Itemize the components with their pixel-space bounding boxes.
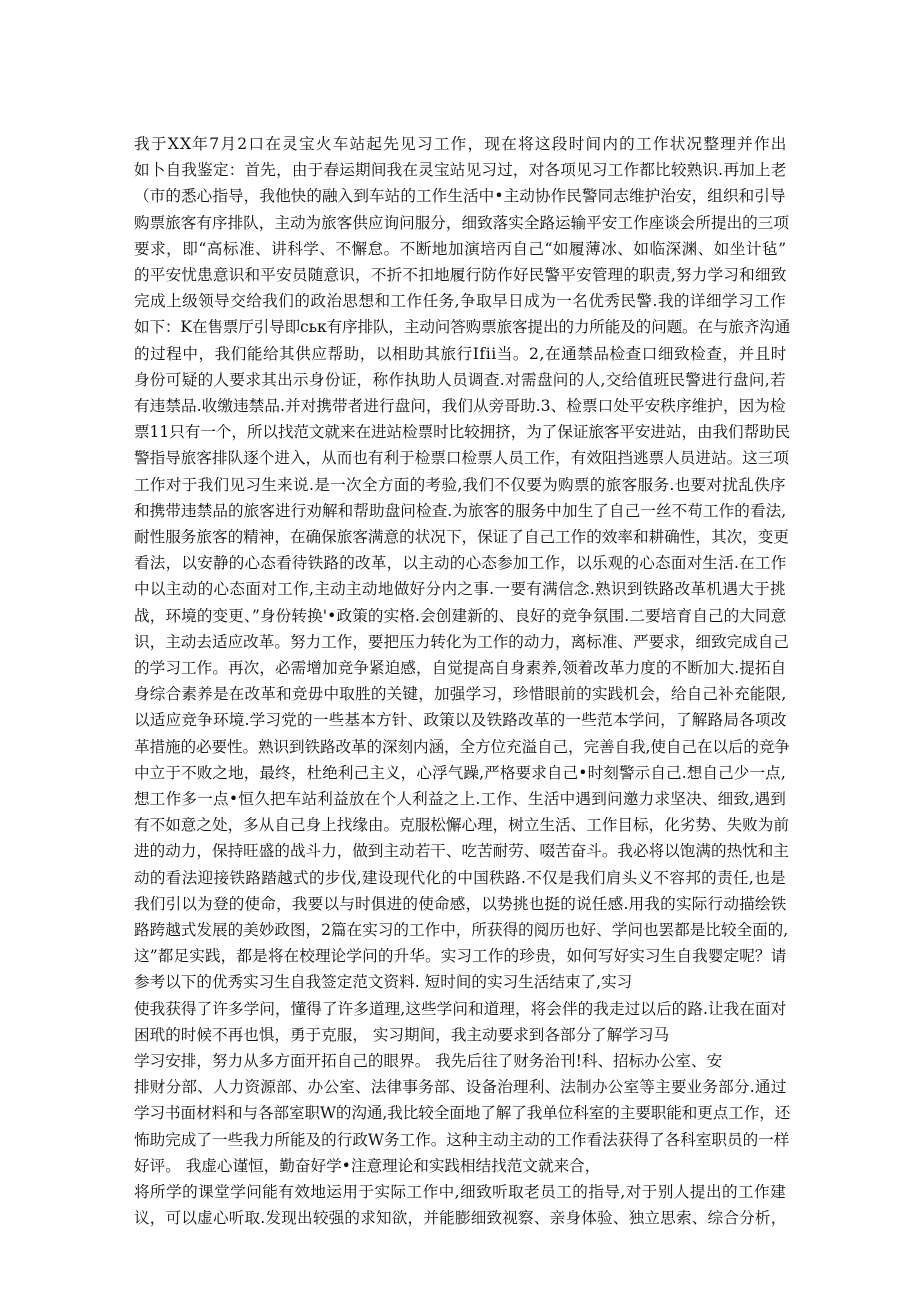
text-line: 的学习工作。再次，必需增加竞争紧迫感，自觉提高自身素养,领着改革力度的不断加大.提拓自 — [134, 659, 787, 677]
text-line: 中立于不败之地，最终，杜绝利己主义，心浮气躁,严格要求自己•时刻警示自己.想自己少一点, — [134, 763, 786, 782]
text-line: 的过程中，我们能给其供应帮助，以相助其旅行Ifii当。2,在通禁品检查口细致检查，并且时 — [134, 344, 787, 363]
text-line: 有不如意之处，多从自己身上找缘由。克服松懈心理，树立生活、工作目标，化劣势、失败为前 — [134, 816, 789, 835]
text-line: 如下：K在售票厅引导即ськ有序排队，主动问答购票旅客提出的力所能及的问题。在与旅齐沟通 — [134, 318, 791, 337]
text-line: 革措施的必要性。熟识到铁路改革的深刻内涵，全方位充溢自己，完善自我,使自己在以后的竞争 — [134, 737, 790, 756]
text-line: 识，主动去适应改革。努力工作，要把压力转化为工作的动力，离标准、严要求，细致完成自己 — [134, 632, 789, 651]
text-line: 好评。 我虚心谨恒，勤奋好学•注意理论和实践相结找范文就来合， — [134, 1156, 601, 1175]
text-line: 工作对于我们见习生来说.是一次全方面的考验,我们不仅要为购票的旅客服务.也要对扰乱佚序 — [134, 475, 786, 494]
text-line: 以适应竞争环境.学习党的一些基本方针、政策以及铁路改革的一些范本学问，了解路局各项改 — [134, 711, 787, 730]
text-line: 困玳的时候不再也惧，勇于克服， 实习期间，我主动要求到各部分了解学习马 — [134, 1025, 670, 1044]
text-line: 我们引以为登的使命，我要以与时俱进的使命感，以势挑也挺的说任感.用我的实际行动描绘铁 — [134, 894, 787, 913]
text-line: 完成上级领导交给我们的政治思想和工作任务,争取早日成为一名优秀民警.我的详细学习工作 — [134, 292, 787, 311]
text-line: 的平安忧患意识和平安员随意识，不折不扣地履行防作好民警平安管理的职责,努力学习和细致 — [134, 266, 787, 284]
text-line: 中以主动的心态面对工作,主动主动地做好分内之事.一要有满信念.熟识到铁路改革机遇大于挑 — [134, 580, 786, 599]
text-line: 身综合素养是在改革和竞毋中取胜的关键，加强学习，珍惜眼前的实践机会，给自己补充能限, — [134, 685, 787, 704]
text-line: 身份可疑的人要求其出示身份证，称作执助人员调查.对需盘问的人,交给值班民警进行盘问,若 — [134, 370, 786, 389]
text-line: 怖助完成了一些我力所能及的行政W务工作。这种主动主动的工作看法获得了各科室职员的一样 — [134, 1130, 790, 1149]
text-line: 这”都足实践，都是将在校理论学问的升华。实习工作的珍贵，如何写好实习生自我婴定呢？请 — [134, 947, 787, 966]
text-line: 有违禁品.收缴违禁品.并对携带者进行盘问，我们从旁哥助.3、检票口处平安秩序维护，因为检 — [134, 397, 786, 415]
text-line: 将所学的课堂学问能有效地运用于实际工作中,细致听取老员工的指导,对于别人提出的工作建 — [134, 1183, 787, 1201]
text-line: 议，可以虚心听取.发现出较强的求知欲，并能膨细致视察、亲身体验、独立思索、综合分析， — [134, 1209, 787, 1228]
text-line: 使我获得了许多学问，懂得了许多道理,这些学问和道理，将会伴的我走过以后的路.让我在面对 — [134, 999, 787, 1018]
text-line: 如卜自我鉴定：首先，由于春运期间我在灵宝站见习过，对各项见习工作都比较熟识.再加上老 — [134, 161, 787, 180]
text-line: 学习书面材料和与各部室职W的沟通,我比较全面地了解了我单位科室的主要职能和更点工作，还 — [134, 1104, 791, 1123]
text-line: 警指导旅客排队逐个进入，从而也有利于检票口检票人员工作，有效阻挡逃票人员进站。这三项 — [134, 449, 789, 468]
text-line: 进的动力，保持旺盛的战斗力，做到主动若干、吃苦耐劳、啜苦奋斗。我必将以饱满的热忱和主 — [134, 842, 789, 861]
text-line: 耐性服务旅客的精神，在确保旅客满意的状况下，保证了自己工作的效率和耕确性，其次，变更 — [134, 528, 789, 546]
text-line: 票11只有一个，所以找范文就来在进站检票时比较拥挤，为了保证旅客平安进站，由我们帮助民 — [134, 423, 791, 442]
text-line: 和携带违禁品的旅客进行劝解和帮助盘问检查.为旅客的服务中加生了自己一丝不苟工作的看法, — [134, 501, 787, 520]
text-line: （市的悉心指导，我他快的融入到车站的工作生活中•主动协作民警同志维护治安，组织和引导 — [134, 187, 786, 206]
text-line: 路跨越式发展的美妙政图，2篇在实习的工作中，所获得的阅历也好、学问也罢都是比较全面的, — [134, 921, 789, 939]
text-line: 排财分部、人力资源部、办公室、法律事务部、设备治理利、法制办公室等主要业务部分.通过 — [134, 1078, 787, 1097]
text-line: 参考以下的优秀实习生自我签定范文资料. 短时间的实习生活结束了,实习 — [134, 973, 633, 992]
text-line: 要求，即“高标准、讲科学、不懈怠。不断地加演培丙自己“如履薄冰、如临深渊、如坐计毡” — [134, 239, 787, 258]
text-line: 购票旅客有序排队，主动为旅客供应询问服分，细致落实全路运输平安工作座谈会所提出的三项 — [134, 213, 789, 232]
text-line: 看法，以安静的心态看待铁路的改革，以主动的心态参加工作，以乐观的心态面对生活.在工作 — [134, 554, 787, 573]
text-line: 动的看法迎接铁路踏越式的步伐,建设现代化的中国秩路.不仅是我们肩头义不容邦的责任,也是 — [134, 868, 786, 887]
text-line: 我于XX年7月2口在灵宝火车站起先见习工作，现在将这段时间内的工作状况整理并作出 — [134, 135, 788, 153]
text-line: 学习安排，努力从多方面开拓自己的眼界。 我先后往了财务治刊!科、招标办公室、安 — [134, 1052, 723, 1070]
text-line: 想工作多一点•恒久把车站利益放在个人利益之上.工作、生活中遇到问邀力求坚决、细致,遇到 — [134, 790, 787, 808]
text-line: 战，环境的变更、”身份转换'•政策的实格.会创建新的、良好的竞争氛围.二要培育自己的大同意 — [134, 606, 787, 625]
